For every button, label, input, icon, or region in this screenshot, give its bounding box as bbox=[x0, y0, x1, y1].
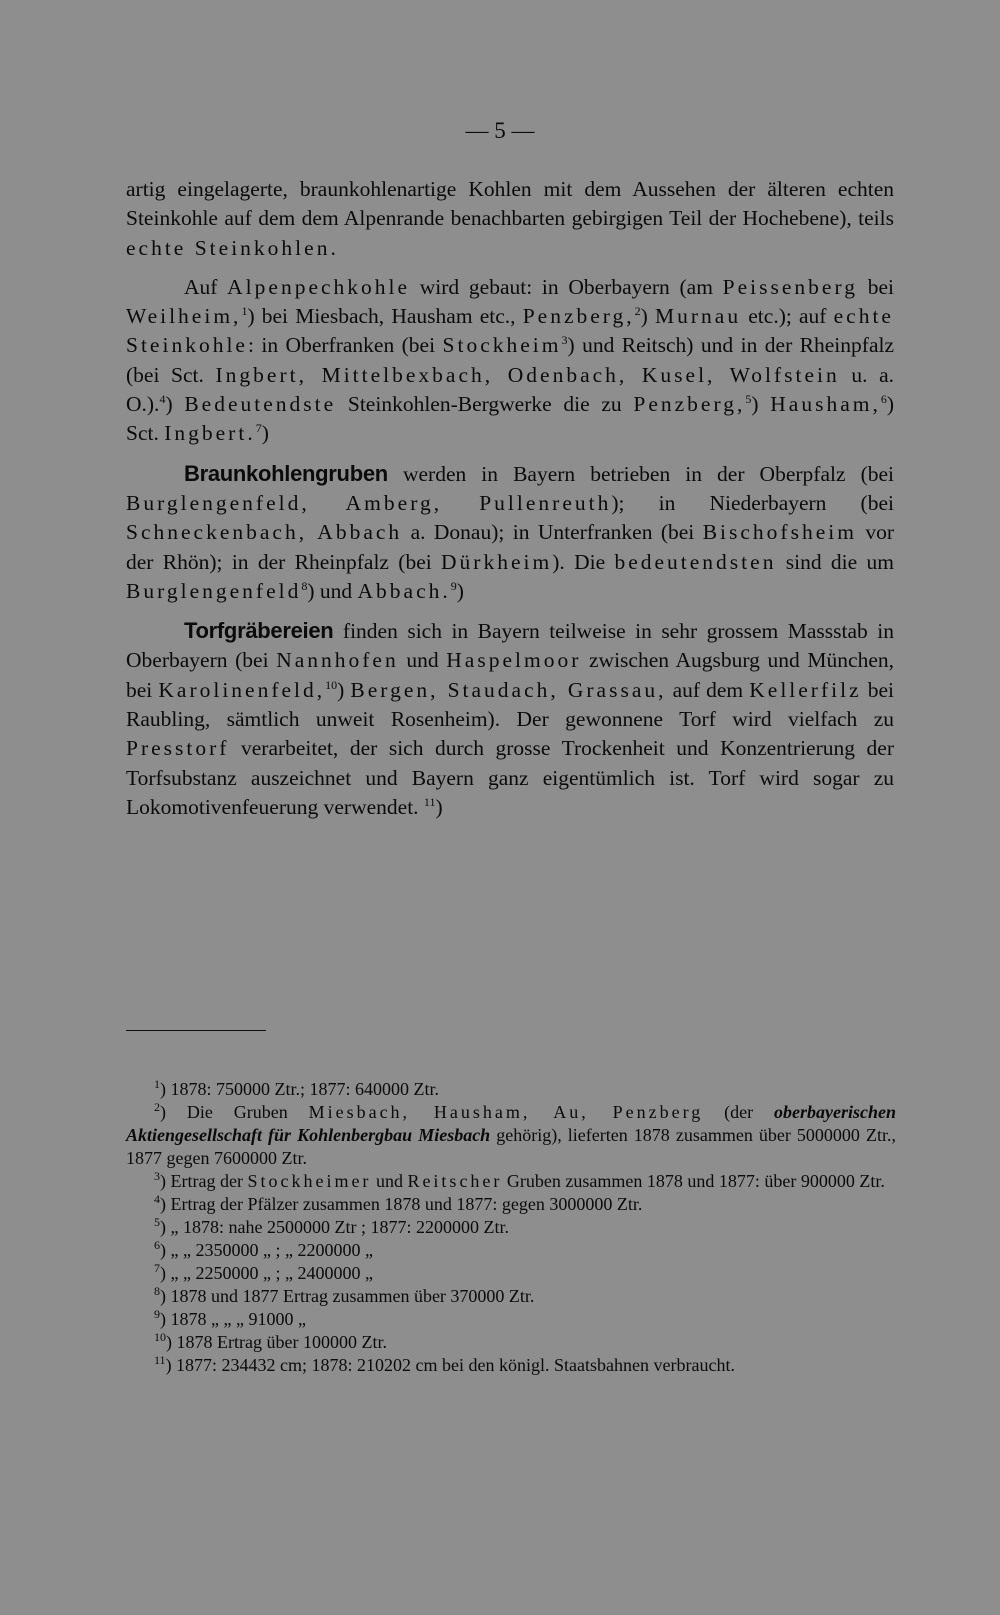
spaced-term: Burglengenfeld bbox=[126, 578, 302, 603]
footnote-marker: 10 bbox=[154, 1330, 166, 1344]
text-run: ) Sct. bbox=[126, 392, 895, 446]
text-run: Steinkohlen-Bergwerke die zu bbox=[336, 392, 634, 417]
spaced-term: Kellerfilz bbox=[749, 677, 862, 702]
text-run: ) Ertrag der Pfälzer zusammen 1878 und 1877: gegen 3000000 Ztr. bbox=[160, 1194, 643, 1214]
text-run: Auf bbox=[184, 274, 228, 299]
section-heading: Torfgräbereien bbox=[184, 618, 334, 644]
text-run: bei bbox=[858, 274, 894, 299]
text-run: und bbox=[371, 1171, 408, 1191]
text-run: ). Die bbox=[552, 549, 615, 574]
text-run: ) und bbox=[307, 578, 358, 603]
text-run: ) „ „ 2350000 „ ; „ 2200000 „ bbox=[160, 1240, 373, 1260]
text-run: artig eingelagerte, braunkohlenartige Kohlen mit dem Aussehen der älteren echten Steinkohle auf dem dem Alpenrande benachbarten gebirgigen Teil der Hochebene), teils bbox=[126, 177, 894, 231]
text-run: ) 1878 Ertrag über 100000 Ztr. bbox=[166, 1332, 387, 1352]
footnote bbox=[126, 1331, 896, 1354]
text-run: ) bbox=[261, 421, 269, 446]
footnote-marker: 1 bbox=[241, 304, 248, 319]
text-run: ) bbox=[640, 304, 656, 329]
text-run: Gruben zusammen 1878 und 1877: über 900000 Ztr. bbox=[502, 1171, 885, 1191]
footnote-marker: 3 bbox=[154, 1169, 160, 1183]
spaced-term: Weilheim, bbox=[126, 304, 242, 329]
text-run: ) bei Miesbach, Hausham etc., bbox=[247, 304, 523, 329]
text-run: (der bbox=[703, 1102, 775, 1122]
text-run: u. a. O.). bbox=[126, 362, 895, 417]
spaced-term: Burglengenfeld, Amberg, Pullenreuth bbox=[126, 490, 612, 515]
spaced-term: Hausham, bbox=[770, 392, 881, 417]
footnote-divider bbox=[126, 1030, 266, 1031]
footnote bbox=[126, 1239, 896, 1262]
text-run: bei Raubling, sämtlich unweit Rosenheim). Der gewonnene Torf wird vielfach zu bbox=[126, 677, 894, 732]
text-run: ) bbox=[435, 794, 443, 819]
text-run: finden sich in Bayern teilweise in sehr grossem Massstab in Oberbayern (bei bbox=[126, 619, 894, 673]
text-run: ) bbox=[165, 392, 185, 417]
footnote-marker: 6 bbox=[154, 1238, 160, 1252]
footnote bbox=[126, 1308, 896, 1331]
text-run: ) bbox=[337, 677, 351, 702]
text-run: ) Die Gruben bbox=[160, 1102, 309, 1122]
text-run: werden in Bayern betrieben in der Oberpfalz (bei bbox=[387, 461, 894, 486]
text-run: ) 1878 „ „ „ 91000 „ bbox=[160, 1309, 306, 1329]
text-run: etc.); auf bbox=[741, 304, 834, 329]
footnote bbox=[126, 1262, 896, 1285]
spaced-term: Bergen, Staudach, Grassau, bbox=[350, 677, 667, 702]
text-run: und bbox=[398, 648, 447, 673]
spaced-term: Karolinenfeld, bbox=[158, 677, 326, 702]
paragraph-braunkohlengruben bbox=[126, 459, 894, 606]
spaced-term: Reitscher bbox=[407, 1171, 503, 1191]
paragraph-torfgraebereien bbox=[126, 616, 894, 822]
text-run: auf dem bbox=[666, 677, 750, 702]
text-run: ) bbox=[751, 392, 771, 417]
footnote bbox=[126, 1193, 896, 1216]
spaced-term: Stockheimer bbox=[247, 1171, 372, 1191]
spaced-term: Ingbert, Mittelbexbach, Odenbach, Kusel, Wolfstein bbox=[215, 362, 840, 387]
footnote-marker: 11 bbox=[154, 1353, 166, 1367]
footnote-marker: 10 bbox=[325, 677, 338, 692]
footnote bbox=[126, 1285, 896, 1308]
footnote-marker: 5 bbox=[745, 391, 752, 406]
footnote-marker: 2 bbox=[634, 304, 641, 319]
spaced-term: Bischofsheim bbox=[702, 520, 857, 545]
italic-term: oberbayerischen Aktiengesellschaft für Kohlenbergbau Miesbach bbox=[126, 1102, 896, 1145]
spaced-term: Haspelmoor bbox=[446, 648, 582, 673]
footnotes bbox=[126, 1078, 896, 1377]
text-run: ) bbox=[456, 578, 464, 603]
footnote-marker: 8 bbox=[301, 578, 308, 593]
text-run: wird gebaut: in Oberbayern (am bbox=[410, 274, 723, 299]
spaced-term: Murnau bbox=[655, 304, 742, 329]
spaced-term: bedeutendsten bbox=[614, 549, 777, 574]
footnote-marker: 8 bbox=[154, 1284, 160, 1298]
spaced-term: Penzberg, bbox=[522, 304, 635, 329]
text-run: ) „ „ 2250000 „ ; „ 2400000 „ bbox=[160, 1263, 373, 1283]
footnote-marker: 3 bbox=[561, 333, 568, 348]
text-run: ) 1878: 750000 Ztr.; 1877: 640000 Ztr. bbox=[160, 1079, 439, 1099]
footnote bbox=[126, 1078, 896, 1101]
text-run: zwischen Augsburg und München, bei bbox=[126, 648, 895, 702]
text-run: ) „ 1878: nahe 2500000 Ztr ; 1877: 2200000 Ztr. bbox=[160, 1217, 509, 1237]
paragraph-intro bbox=[126, 175, 894, 263]
text-run: gehörig), lieferten 1878 zusammen über 5000000 Ztr., 1877 gegen 7600000 Ztr. bbox=[126, 1125, 896, 1168]
footnote-marker: 2 bbox=[154, 1100, 160, 1114]
footnote bbox=[126, 1101, 896, 1170]
spaced-term: Penzberg, bbox=[633, 392, 746, 417]
footnote bbox=[126, 1170, 896, 1193]
footnote-marker: 4 bbox=[154, 1192, 160, 1206]
footnote-marker: 7 bbox=[255, 421, 262, 436]
page-number: — 5 — bbox=[465, 118, 535, 143]
footnote-marker: 7 bbox=[154, 1261, 160, 1275]
spaced-term: Nannhofen bbox=[276, 648, 399, 673]
spaced-term: Bedeutendste bbox=[184, 392, 337, 417]
footnote-marker: 6 bbox=[880, 391, 887, 406]
text-run: a. Donau); in Unterfranken (bei bbox=[402, 520, 703, 545]
footnote-marker: 11 bbox=[423, 794, 436, 809]
paragraph-steinkohle bbox=[126, 273, 894, 449]
section-heading: Braunkohlengruben bbox=[184, 460, 388, 486]
main-text bbox=[126, 175, 894, 822]
footnote bbox=[126, 1216, 896, 1239]
text-run: : in Oberfranken (bei bbox=[247, 333, 443, 358]
text-run: vor der Rhön); in der Rheinpfalz (bei bbox=[126, 520, 894, 574]
footnote-marker: 4 bbox=[159, 391, 166, 406]
spaced-term: echte Steinkohlen bbox=[126, 235, 331, 260]
spaced-term: Abbach. bbox=[357, 578, 451, 603]
footnote-marker: 5 bbox=[154, 1215, 160, 1229]
footnote-marker: 9 bbox=[450, 578, 457, 593]
spaced-term: Peissenberg bbox=[722, 274, 858, 299]
text-run: ) und Reitsch) und in der Rheinpfalz (bei Sct. bbox=[126, 333, 895, 387]
text-run: ) 1878 und 1877 Ertrag zusammen über 370000 Ztr. bbox=[160, 1286, 535, 1306]
spaced-term: Miesbach, Hausham, Au, Penzberg bbox=[308, 1102, 704, 1122]
spaced-term: Dürkheim bbox=[441, 549, 553, 574]
spaced-term: Alpenpechkohle bbox=[227, 274, 411, 299]
footnote-marker: 1 bbox=[154, 1077, 160, 1091]
spaced-term: Presstorf bbox=[126, 736, 230, 761]
footnote-marker: 9 bbox=[154, 1307, 160, 1321]
spaced-term: Schneckenbach, Abbach bbox=[126, 520, 403, 545]
footnote bbox=[126, 1354, 896, 1377]
spaced-term: echte Steinkohle bbox=[126, 304, 894, 358]
text-run: sind die um bbox=[776, 549, 894, 574]
text-run: verarbeitet, der sich durch grosse Trockenheit und Konzentrierung der Torfsubstanz auszeichnet und Bayern ganz eigentümlich ist. Torf wird sogar zu Lokomotivenfeuerung verwendet. bbox=[126, 736, 894, 819]
text-run: . bbox=[330, 235, 336, 260]
spaced-term: Ingbert. bbox=[164, 421, 256, 446]
spaced-term: Stockheim bbox=[442, 333, 562, 358]
text-run: ); in Niederbayern (bei bbox=[611, 490, 894, 515]
text-run: ) 1877: 234432 cm; 1878: 210202 cm bei den königl. Staatsbahnen verbraucht. bbox=[165, 1355, 735, 1375]
text-run: ) Ertrag der bbox=[160, 1171, 248, 1191]
